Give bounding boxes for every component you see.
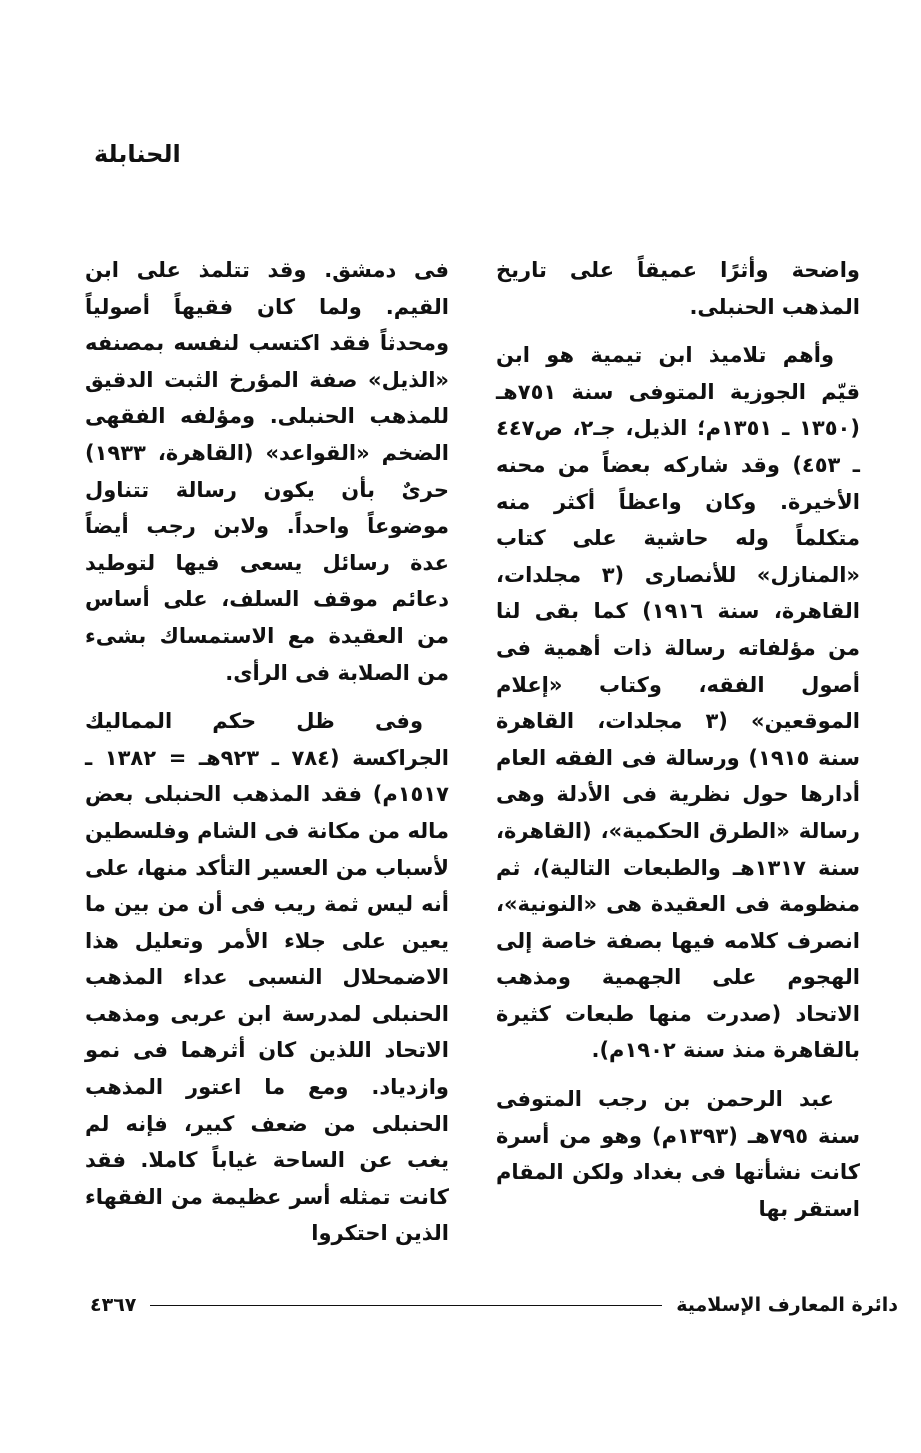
- footer-rule: [150, 1305, 662, 1306]
- page-footer: [90, 1290, 898, 1320]
- paragraph: وأهم تلاميذ ابن تيمية هو ابن قيّم الجوزية المتوفى سنة ٧٥١هـ (١٣٥٠ ـ ١٣٥١م؛ الذيل، جـ٢، ص٤٤٧ ـ ٤٥٣) وقد شاركه بعضاً من محنه الأخيرة. وكان واعظاً أكثر منه متكلماً وله حاشية على كتاب «المنازل» للأنصارى (٣ مجلدات، القاهرة، سنة ١٩١٦) كما بقى لنا من مؤلفاته رسالة ذات أهمية فى أصول الفقه، وكتاب «إعلام الموقعين» (٣ مجلدات، القاهرة سنة ١٩١٥) ورسالة فى الفقه العام أدارها حول نظرية فى الأدلة وهى رسالة «الطرق الحكمية»، (القاهرة، سنة ١٣١٧هـ والطبعات التالية)، ثم منظومة فى العقيدة هى «النونية»، انصرف كلامه فيها بصفة خاصة إلى الهجوم على الجهمية ومذهب الاتحاد (صدرت منها طبعات كثيرة بالقاهرة منذ سنة ١٩٠٢م).: [496, 343, 860, 1063]
- running-title: الحنابلة: [94, 140, 181, 168]
- page-number: ٤٣٦٧: [90, 1294, 137, 1316]
- left-column: [85, 252, 449, 1252]
- paragraph: واضحة وأثرًا عميقاً على تاريخ المذهب الحنبلى.: [496, 258, 860, 319]
- publication-title: دائرة المعارف الإسلامية: [676, 1294, 898, 1316]
- paragraph: عبد الرحمن بن رجب المتوفى سنة ٧٩٥هـ (١٣٩٣م) وهو من أسرة كانت نشأتها فى بغداد ولكن المقام استقر بها: [496, 1087, 860, 1221]
- paragraph: فى دمشق. وقد تتلمذ على ابن القيم. ولما كان فقيهاً أصولياً ومحدثاً فقد اكتسب لنفسه بمصنفه «الذيل» صفة المؤرخ الثبت الدقيق للمذهب الحنبلى. ومؤلفه الفقهى الضخم «القواعد» (القاهرة، ١٩٣٣) حرىٌ بأن يكون رسالة تتناول موضوعاً واحداً. ولابن رجب أيضاً عدة رسائل يسعى فيها لتوطيد دعائم موقف السلف، على أساس من العقيدة مع الاستمساك بشىء من الصلابة فى الرأى.: [85, 258, 449, 685]
- paragraph: وفى ظل حكم المماليك الجراكسة (٧٨٤ ـ ٩٢٣هـ = ١٣٨٢ ـ ١٥١٧م) فقد المذهب الحنبلى بعض ماله من مكانة فى الشام وفلسطين لأسباب من العسير التأكد منها، على أنه ليس ثمة ريب فى أن من بين ما يعين على جلاء الأمر وتعليل هذا الاضمحلال النسبى عداء المذهب الحنبلى لمدرسة ابن عربى ومذهب الاتحاد اللذين كان أثرهما فى نمو وازدياد. ومع ما اعتور المذهب الحنبلى من ضعف كبير، فإنه لم يغب عن الساحة غياباً كاملا. فقد كانت تمثله أسر عظيمة من الفقهاء الذين احتكروا: [85, 709, 449, 1246]
- right-column: [496, 252, 860, 1227]
